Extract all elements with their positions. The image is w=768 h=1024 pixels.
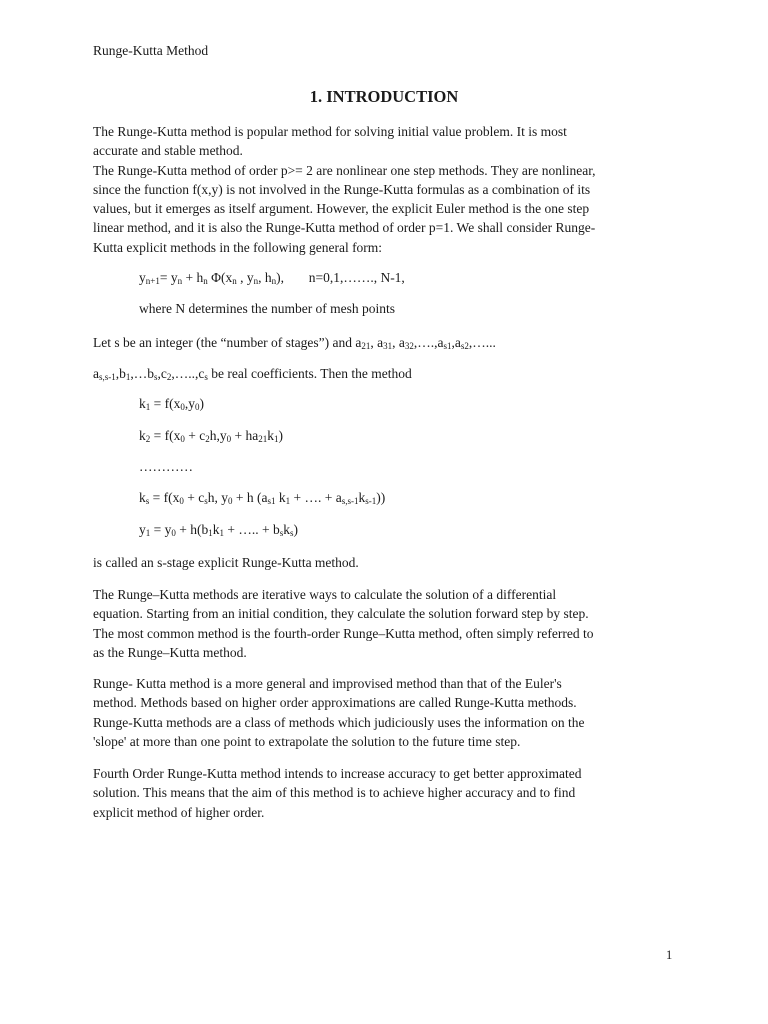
equation-k1: $k_1 = f(x_0,y_0)$ <box>139 396 204 412</box>
iterative-paragraph <box>93 585 683 662</box>
text-line: The Runge–Kutta methods are iterative ways to calculate the solution of a differential <box>93 587 557 602</box>
text-line: Fourth Order Runge-Kutta method intends to increase accuracy to get better approximated <box>93 766 582 781</box>
text-line: solution. This means that the aim of this method is to achieve higher accuracy and to find <box>93 785 576 801</box>
page-number: 1 <box>666 948 673 962</box>
text-line: The Runge-Kutta method of order p>= 2 are nonlinear one step methods. They are nonlinear, <box>93 162 596 178</box>
text-line: method. Methods based on higher order approximations are called Runge-Kutta methods. <box>93 695 577 711</box>
section-heading: 1. INTRODUCTION <box>309 87 459 106</box>
text-line: The most common method is the fourth-order Runge–Kutta method, often simply referred to <box>93 625 594 641</box>
stages-line-1: Let s be an integer (the “number of stages”) and $a_{21}$, $a_{31}$, $a_{32},\dots.,a_{s1},a_{s2},\dots$... <box>93 335 496 351</box>
text-line: accurate and stable method. <box>93 143 243 159</box>
text-line: explicit method of higher order. <box>93 804 265 820</box>
text-line: since the function f(x,y) is not involved in the Runge-Kutta formulas as a combination of its <box>93 181 591 197</box>
text-line: Kutta explicit methods in the following general form: <box>93 239 383 255</box>
called-sentence: is called an s-stage explicit Runge-Kutta method. <box>93 555 359 570</box>
intro-paragraph-1 <box>93 122 683 257</box>
text-line: values, but it emerges as itself argument. However, the explicit Euler method is the one step <box>93 201 590 217</box>
text-line: equation. Starting from an initial condition, they calculate the solution forward step by step. <box>93 606 589 622</box>
running-header: Runge-Kutta Method <box>93 43 209 58</box>
general-method-paragraph <box>93 674 683 751</box>
text-line: 'slope' at more than one point to extrapolate the solution to the future time step. <box>93 733 521 749</box>
equation-ks: $k_s = f(x_0 + c_sh$, $y_0 + h$ ($a_{s1}$ $k_1$ + …. + $a_{s,s-1}k_{s-1}$)) <box>139 490 386 506</box>
index-range: n=0,1,……., N-1, <box>308 270 405 285</box>
text-line: Runge-Kutta methods are a class of methods which judiciously uses the information on the <box>93 714 585 730</box>
text-line: as the Runge–Kutta method. <box>93 644 247 660</box>
equation-ellipsis: ………… <box>139 459 193 474</box>
text-line: linear method, and it is also the Runge-Kutta method of order p=1. We shall consider Runge- <box>93 220 596 236</box>
mesh-note: where N determines the number of mesh points <box>139 301 396 316</box>
equation-k2: $k_2 = f(x_0 + c_2h,y_0 + ha_{21}k_1)$ <box>139 428 283 444</box>
text-line: Runge- Kutta method is a more general and improvised method than that of the Euler's <box>93 676 562 691</box>
stages-line-2: $a_{s,s-1},b_1,\dots b_s,c_2,\dots..,c_s$ be real coefficients. Then the method <box>93 366 412 382</box>
equation-y1: $y_1 = y_0 + h(b_1k_1$ + ….. + $b_sk_s$) <box>139 522 298 538</box>
text-line: The Runge-Kutta method is popular method for solving initial value problem. It is most <box>93 124 567 139</box>
fourth-order-paragraph <box>93 764 683 822</box>
general-form-equation: $y_{n+1}= y_n + h_n$ $\Phi(x_n$ , $y_n$, $h_n$), n=0,1,……., N-1, <box>139 270 405 286</box>
